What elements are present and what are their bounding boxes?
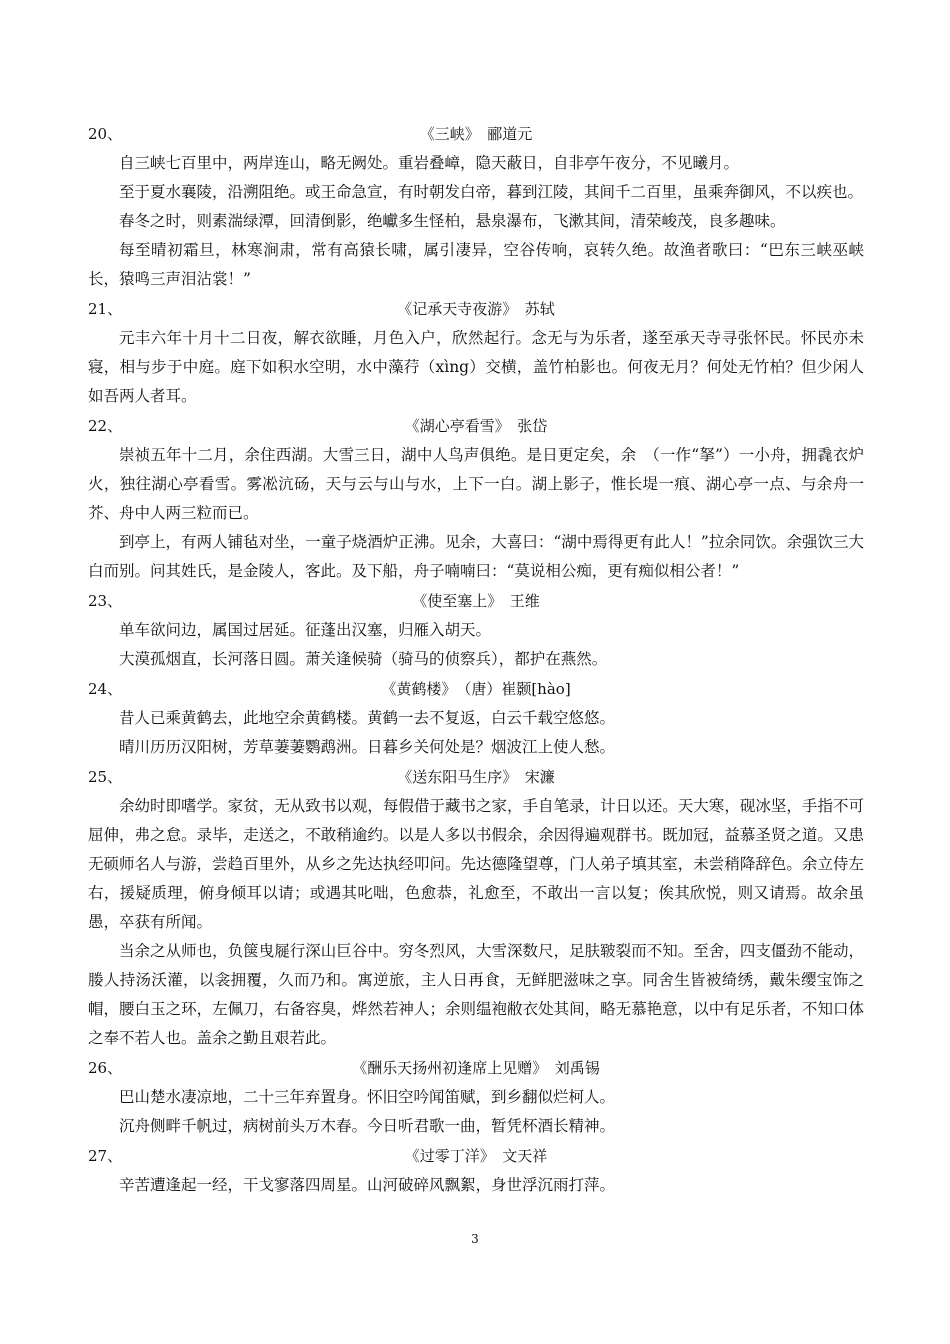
text-paragraph: 余幼时即嗜学。家贫，无从致书以观，每假借于藏书之家，手自笔录，计日以还。天大寒，砚冰坚，手指不可屈伸，弗之怠。录毕，走送之，不敢稍逾约。以是人多以书假余，余因得遍观群书。既加冠，益慕圣贤之道。又患无硕师名人与游，尝趋百里外，从乡之先达执经叩问。先达德隆望尊，门人弟子填其室，未尝稍降辞色。余立侍左右，援疑质理，俯身倾耳以请；或遇其叱咄，色愈恭，礼愈至，不敢出一言以复；俟其欣悦，则又请焉。故余虽愚，卒获有所闻。 <box>88 797 864 931</box>
section-header <box>88 762 864 792</box>
text-paragraph: 元丰六年十月十二日夜，解衣欲睡，月色入户，欣然起行。念无与为乐者，遂至承天寺寻张怀民。怀民亦未寝，相与步于中庭。庭下如积水空明，水中藻荇（xìng）交横，盖竹柏影也。何夜无月？何处无竹柏？但少闲人如吾两人者耳。 <box>88 329 864 405</box>
section-title: 《黄鹤楼》 （唐）崔颢[hào] <box>381 680 571 698</box>
section-number: 24、 <box>88 680 123 698</box>
poem-section <box>88 586 864 674</box>
text-paragraph: 每至晴初霜旦，林寒涧肃，常有高猿长啸，属引凄异，空谷传响，哀转久绝。故渔者歌曰：“巴东三峡巫峡长，猿鸣三声泪沾裳！” <box>88 241 864 288</box>
poem-section <box>88 294 864 411</box>
text-paragraph: 单车欲问边，属国过居延。征蓬出汉塞，归雁入胡天。 <box>119 621 492 639</box>
text-paragraph: 当余之从师也，负箧曳屣行深山巨谷中。穷冬烈风，大雪深数尺，足肤皲裂而不知。至舍，四支僵劲不能动，媵人持汤沃灌，以衾拥覆，久而乃和。寓逆旅，主人日再食，无鲜肥滋味之享。同舍生皆被绮绣，戴朱缨宝饰之帽，腰白玉之环，左佩刀，右备容臭，烨然若神人；余则缊袍敝衣处其间，略无慕艳意，以中有足乐者，不知口体之奉不若人也。盖余之勤且艰若此。 <box>88 942 864 1047</box>
section-title: 《过零丁洋》 文天祥 <box>404 1147 548 1165</box>
poem-section <box>88 119 864 294</box>
section-header <box>88 1053 864 1083</box>
section-header <box>88 1141 864 1171</box>
section-number: 20、 <box>88 125 123 143</box>
section-number: 27、 <box>88 1147 123 1165</box>
section-header <box>88 411 864 441</box>
section-title: 《送东阳马生序》 宋濂 <box>397 768 555 786</box>
page-number: 3 <box>471 1232 479 1246</box>
section-header <box>88 119 864 149</box>
text-paragraph: 春冬之时，则素湍绿潭，回清倒影，绝巘多生怪柏，悬泉瀑布，飞漱其间，清荣峻茂，良多趣味。 <box>119 212 786 230</box>
section-header <box>88 674 864 704</box>
text-paragraph: 晴川历历汉阳树，芳草萋萋鹦鹉洲。日暮乡关何处是？烟波江上使人愁。 <box>119 738 616 756</box>
section-header <box>88 586 864 616</box>
section-number: 25、 <box>88 768 123 786</box>
poem-section <box>88 1053 864 1141</box>
poem-section <box>88 411 864 586</box>
poem-section <box>88 762 864 1053</box>
section-number: 22、 <box>88 417 123 435</box>
section-title: 《记承天寺夜游》 苏轼 <box>397 300 555 318</box>
text-paragraph: 沉舟侧畔千帆过，病树前头万木春。今日听君歌一曲，暂凭杯酒长精神。 <box>119 1117 616 1135</box>
text-paragraph: 至于夏水襄陵，沿溯阻绝。或王命急宣，有时朝发白帝，暮到江陵，其间千二百里，虽乘奔御风，不以疾也。 <box>119 183 864 201</box>
section-number: 21、 <box>88 300 123 318</box>
text-paragraph: 辛苦遭逢起一经，干戈寥落四周星。山河破碎风飘絮，身世浮沉雨打萍。 <box>119 1176 616 1194</box>
text-paragraph: 到亭上，有两人铺毡对坐，一童子烧酒炉正沸。见余，大喜曰：“湖中焉得更有此人！”拉余同饮。余强饮三大白而别。问其姓氏，是金陵人，客此。及下船，舟子喃喃曰：“莫说相公痴，更有痴似相公者！” <box>88 533 864 580</box>
text-paragraph: 昔人已乘黄鹤去，此地空余黄鹤楼。黄鹤一去不复返，白云千载空悠悠。 <box>119 709 616 727</box>
section-title: 《三峡》 郦道元 <box>419 125 533 143</box>
section-title: 《使至塞上》 王维 <box>412 592 540 610</box>
text-paragraph: 崇祯五年十二月，余住西湖。大雪三日，湖中人鸟声俱绝。是日更定矣，余 （一作“拏”）一小舟，拥毳衣炉火，独往湖心亭看雪。雾凇沆砀，天与云与山与水，上下一白。湖上影子，惟长堤一痕、湖心亭一点、与余舟一芥、舟中人两三粒而已。 <box>88 446 864 522</box>
text-paragraph: 大漠孤烟直，长河落日圆。萧关逢候骑（骑马的侦察兵），都护在燕然。 <box>119 650 608 668</box>
section-number: 26、 <box>88 1059 123 1077</box>
text-paragraph: 自三峡七百里中，两岸连山，略无阙处。重岩叠嶂，隐天蔽日，自非亭午夜分，不见曦月。 <box>119 154 740 172</box>
document-body <box>88 119 864 1200</box>
section-title: 《酬乐天扬州初逢席上见赠》 刘禹锡 <box>352 1059 600 1077</box>
section-title: 《湖心亭看雪》 张岱 <box>404 417 548 435</box>
poem-section <box>88 1141 864 1200</box>
section-header <box>88 294 864 324</box>
section-number: 23、 <box>88 592 123 610</box>
poem-section <box>88 674 864 762</box>
text-paragraph: 巴山楚水凄凉地，二十三年弃置身。怀旧空吟闻笛赋，到乡翻似烂柯人。 <box>119 1088 616 1106</box>
